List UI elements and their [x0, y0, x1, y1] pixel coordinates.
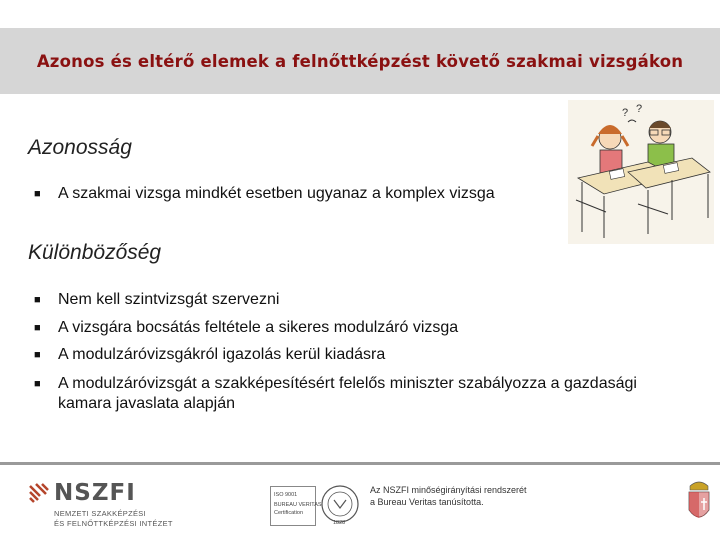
question-mark-1: ?	[622, 107, 629, 119]
bullet-square-icon: ■	[34, 349, 41, 361]
bullet-item	[34, 374, 644, 414]
bullet-text: A modulzáróvizsgákról igazolás kerül kiadásra	[58, 346, 386, 363]
bullet-square-icon: ■	[34, 322, 41, 334]
heading-azonossag: Azonosság	[28, 136, 132, 159]
question-mark-2: ?	[636, 103, 643, 115]
heading-kulonbozoseg: Különbözőség	[28, 241, 162, 264]
logo-name: NSZFI	[54, 480, 136, 506]
nszfi-mark-icon	[28, 482, 50, 504]
certification-text: Az NSZFI minőségirányítási rendszerét a Bureau Veritas tanúsította.	[370, 485, 527, 507]
iso-tag: ISO 9001	[274, 492, 298, 498]
students-illustration	[568, 100, 714, 244]
bv-tag: BUREAU VERITAS	[274, 502, 322, 508]
bullet-text: A modulzáróvizsgát a szakképesítésért felelős miniszter szabályozza a gazdasági kamara javaslata alapján	[58, 375, 637, 412]
nszfi-logo	[28, 478, 208, 528]
logo-subtitle-1: NEMZETI SZAKKÉPZÉSI	[54, 509, 146, 518]
bullet-square-icon: ■	[34, 294, 41, 306]
bv-year: 1828	[333, 520, 346, 526]
bullet-item	[34, 184, 644, 204]
logo-subtitle-2: ÉS FELNŐTTKÉPZÉSI INTÉZET	[54, 519, 173, 528]
title-band	[0, 28, 720, 94]
bullet-item	[34, 318, 644, 338]
bullet-item	[34, 345, 644, 365]
slide-title: Azonos és eltérő elemek a felnőttképzést követő szakmai vizsgákon	[36, 51, 684, 71]
footer-divider	[0, 462, 720, 465]
bullet-text: A szakmai vizsga mindkét esetben ugyanaz a komplex vizsga	[58, 185, 495, 202]
bullet-text: A vizsgára bocsátás feltétele a sikeres modulzáró vizsga	[58, 319, 459, 336]
cert-tag: Certification	[274, 510, 304, 516]
bullet-text: Nem kell szintvizsgát szervezni	[58, 291, 280, 308]
bullet-square-icon: ■	[34, 378, 41, 390]
bullet-square-icon: ■	[34, 188, 41, 200]
hungarian-crest-icon	[684, 476, 714, 528]
bureau-veritas-badge	[270, 482, 360, 528]
bullet-item	[34, 290, 644, 310]
